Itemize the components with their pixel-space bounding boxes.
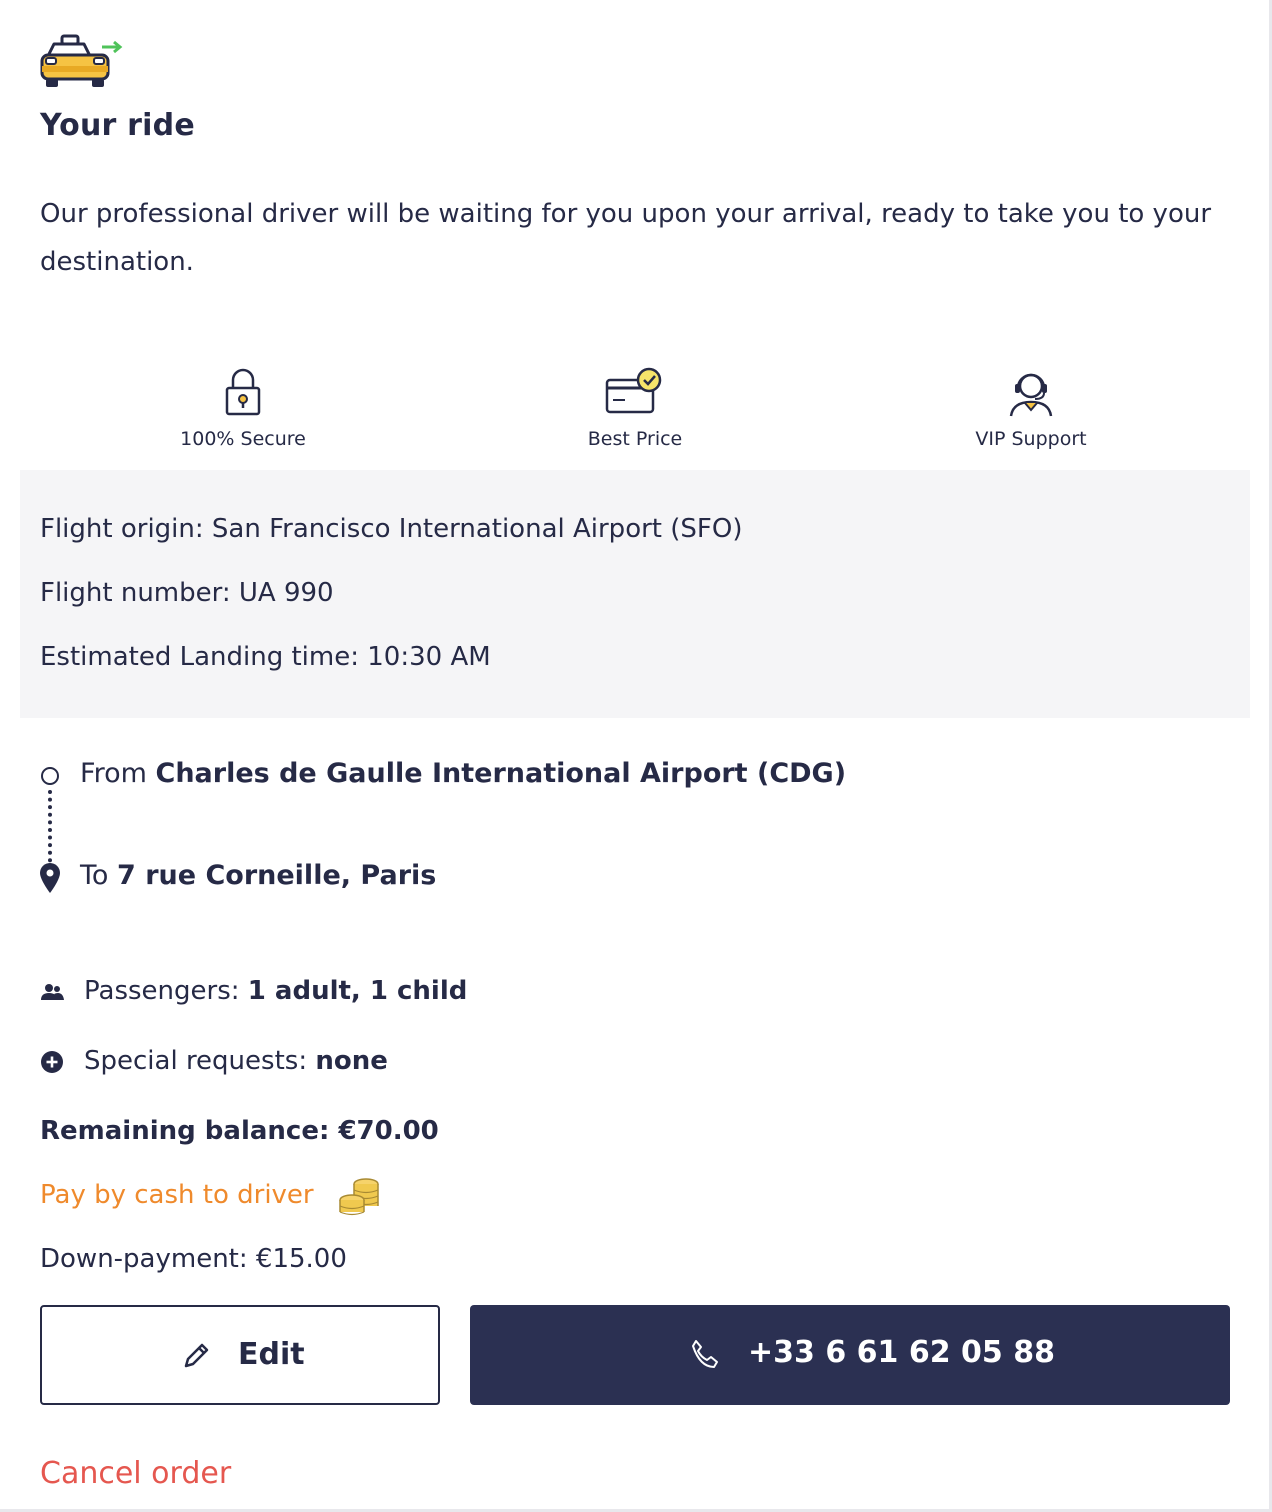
balance-label: Remaining balance:	[40, 1116, 330, 1146]
phone-number: +33 6 61 62 05 88	[748, 1335, 1055, 1370]
route-from	[80, 758, 846, 789]
edit-button[interactable]	[40, 1305, 440, 1405]
feature-list	[40, 366, 1230, 458]
landing-time	[40, 642, 491, 672]
feature-secure	[93, 366, 393, 450]
flight-number-label: Flight number:	[40, 578, 231, 608]
balance-value: €70.00	[338, 1116, 439, 1146]
plus-circle-icon	[40, 1050, 64, 1074]
passengers-row	[40, 976, 740, 1016]
special-requests-row	[40, 1046, 740, 1086]
from-value: Charles de Gaulle International Airport (CDG)	[155, 758, 847, 789]
phone-icon	[688, 1338, 720, 1370]
route	[38, 752, 1138, 902]
payment-method: Pay by cash to driver	[40, 1180, 314, 1210]
cancel-order-link[interactable]: Cancel order	[40, 1456, 232, 1491]
remaining-balance	[40, 1116, 439, 1146]
flight-origin-label: Flight origin:	[40, 514, 204, 544]
flight-number-value: UA 990	[238, 578, 334, 608]
pencil-icon	[180, 1340, 212, 1372]
special-requests-value: none	[315, 1046, 388, 1076]
flight-origin-value: San Francisco International Airport (SFO)	[211, 514, 743, 544]
down-payment-value: €15.00	[255, 1244, 347, 1274]
landing-time-label: Estimated Landing time:	[40, 642, 359, 672]
down-payment	[40, 1244, 347, 1274]
credit-card-check-icon	[605, 366, 665, 418]
passengers-value: 1 adult, 1 child	[247, 976, 468, 1006]
feature-label: Best Price	[587, 428, 683, 450]
route-to	[80, 860, 436, 891]
call-driver-button[interactable]	[470, 1305, 1230, 1405]
lock-icon	[223, 366, 263, 418]
intro-text: Our professional driver will be waiting for you upon your arrival, ready to take you to your destination.	[40, 199, 1212, 277]
flight-info-panel	[20, 470, 1250, 718]
feature-best-price	[485, 366, 785, 450]
feature-vip-support	[881, 366, 1181, 450]
page-title: Your ride	[40, 108, 195, 143]
origin-circle-icon	[41, 767, 59, 785]
passengers-label: Passengers:	[84, 976, 240, 1006]
special-requests-label: Special requests:	[84, 1046, 308, 1076]
route-dotted-line	[48, 790, 52, 870]
edit-button-label: Edit	[238, 1337, 305, 1372]
feature-label: 100% Secure	[180, 428, 306, 450]
people-icon	[40, 980, 64, 1004]
map-pin-icon	[39, 862, 61, 894]
coins-icon	[336, 1176, 382, 1218]
to-value: 7 rue Corneille, Paris	[117, 860, 437, 891]
landing-time-value: 10:30 AM	[367, 642, 491, 672]
feature-label: VIP Support	[975, 428, 1087, 450]
from-label: From	[80, 758, 147, 789]
flight-number	[40, 578, 334, 608]
to-label: To	[80, 860, 109, 891]
taxi-icon	[40, 30, 126, 92]
down-payment-label: Down-payment:	[40, 1244, 248, 1274]
support-agent-icon	[1005, 366, 1057, 418]
flight-origin	[40, 514, 742, 544]
